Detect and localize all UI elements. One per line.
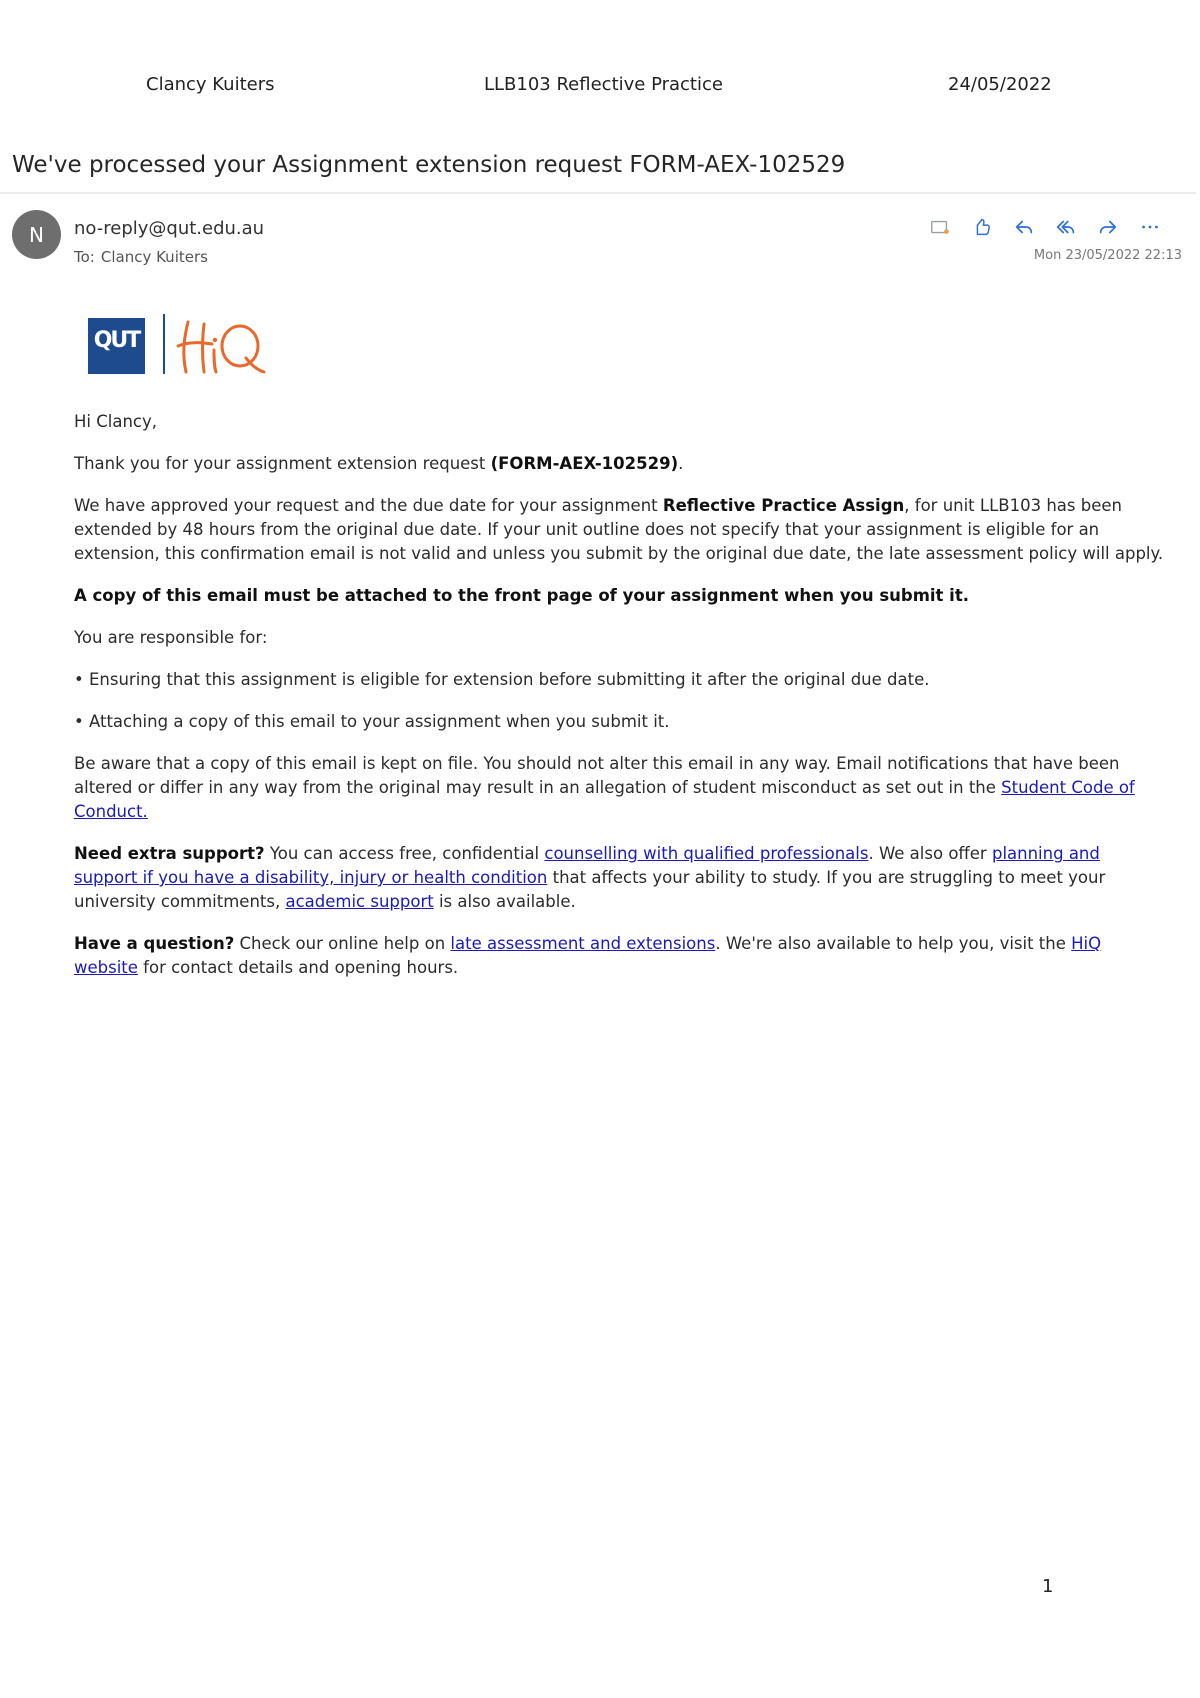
form-id: (FORM-AEX-102529) [490, 454, 679, 473]
header-author: Clancy Kuiters [146, 74, 275, 95]
page-number: 1 [1042, 1576, 1054, 1597]
logo-divider [163, 314, 165, 374]
to-label: To: [74, 248, 95, 266]
email-subject: We've processed your Assignment extension request FORM-AEX-102529 [12, 152, 846, 178]
mark-unread-icon[interactable] [928, 215, 952, 239]
question-text-3: for contact details and opening hours. [137, 958, 459, 977]
support-lead: Need extra support? [74, 844, 265, 863]
support-text-4: is also available. [433, 892, 576, 911]
support-text-2: . We also offer [868, 844, 992, 863]
responsible-heading: You are responsible for: [74, 628, 268, 647]
thanks-paragraph [74, 452, 1166, 476]
bullet-eligibility: • Ensuring that this assignment is eligible for extension before submitting it after the original due date. [74, 670, 930, 689]
copy-notice [74, 584, 1166, 608]
reply-icon[interactable] [1012, 215, 1036, 239]
student-code-of-conduct-link[interactable]: Student Code of Conduct. [74, 778, 1135, 821]
email-body [74, 410, 1166, 998]
email-screenshot [0, 140, 1200, 977]
counselling-link[interactable]: counselling with qualified professionals [544, 844, 869, 863]
thanks-text: Thank you for your assignment extension request [74, 454, 491, 473]
qut-logo-text: QUT [93, 328, 140, 353]
more-icon[interactable] [1138, 215, 1162, 239]
header-date: 24/05/2022 [948, 74, 1052, 95]
hiq-logo-mark [174, 316, 266, 378]
message-actions [928, 212, 1162, 242]
header-unit: LLB103 Reflective Practice [484, 74, 723, 95]
support-text-1: You can access free, confidential [264, 844, 545, 863]
subject-divider [0, 192, 1196, 194]
aware-text: Be aware that a copy of this email is kept on file. You should not alter this email in any way. Email notifications that have been altered or differ in any way from the original may result in an allegation of student misconduct as set out in the [74, 754, 1120, 797]
qut-logo-box [88, 318, 145, 374]
sender-avatar: N [12, 210, 61, 259]
received-datestamp: Mon 23/05/2022 22:13 [1033, 248, 1182, 263]
approval-paragraph [74, 494, 1166, 566]
disability-support-link[interactable]: planning and support if you have a disability, injury or health condition [74, 844, 1100, 887]
hiq-website-link[interactable]: HiQ website [74, 934, 1102, 977]
recipient-line [74, 248, 208, 266]
like-icon[interactable] [970, 215, 994, 239]
forward-icon[interactable] [1096, 215, 1120, 239]
page-header [0, 74, 1200, 98]
academic-support-link[interactable]: academic support [285, 892, 434, 911]
copy-notice-text: A copy of this email must be attached to the front page of your assignment when you submit it. [74, 586, 969, 605]
aware-paragraph [74, 752, 1166, 824]
bullet-attach: • Attaching a copy of this email to your assignment when you submit it. [74, 712, 670, 731]
support-text-3: that affects your ability to study. If you are struggling to meet your university commitments, [74, 868, 1106, 911]
question-text-1: Check our online help on [234, 934, 451, 953]
recipient-name[interactable]: Clancy Kuiters [100, 248, 208, 266]
approval-text-1: We have approved your request and the due date for your assignment [74, 496, 663, 515]
greeting: Hi Clancy, [74, 412, 157, 431]
support-paragraph [74, 842, 1166, 914]
approval-text-2: , for unit LLB103 has been extended by 48 hours from the original due date. If your unit outline does not specify that your assignment is eligible for an extension, this confirmation email is not valid and unless you submit by the original due date, the late assessment policy will apply. [74, 496, 1164, 563]
qut-hiq-logo [88, 314, 268, 378]
sender-address[interactable]: no-reply@qut.edu.au [74, 218, 265, 239]
thanks-end: . [678, 454, 684, 473]
question-paragraph [74, 932, 1166, 980]
question-text-2: . We're also available to help you, visit the [715, 934, 1072, 953]
assignment-name: Reflective Practice Assign [662, 496, 905, 515]
late-assessment-link[interactable]: late assessment and extensions [450, 934, 716, 953]
question-lead: Have a question? [74, 934, 235, 953]
reply-all-icon[interactable] [1054, 215, 1078, 239]
